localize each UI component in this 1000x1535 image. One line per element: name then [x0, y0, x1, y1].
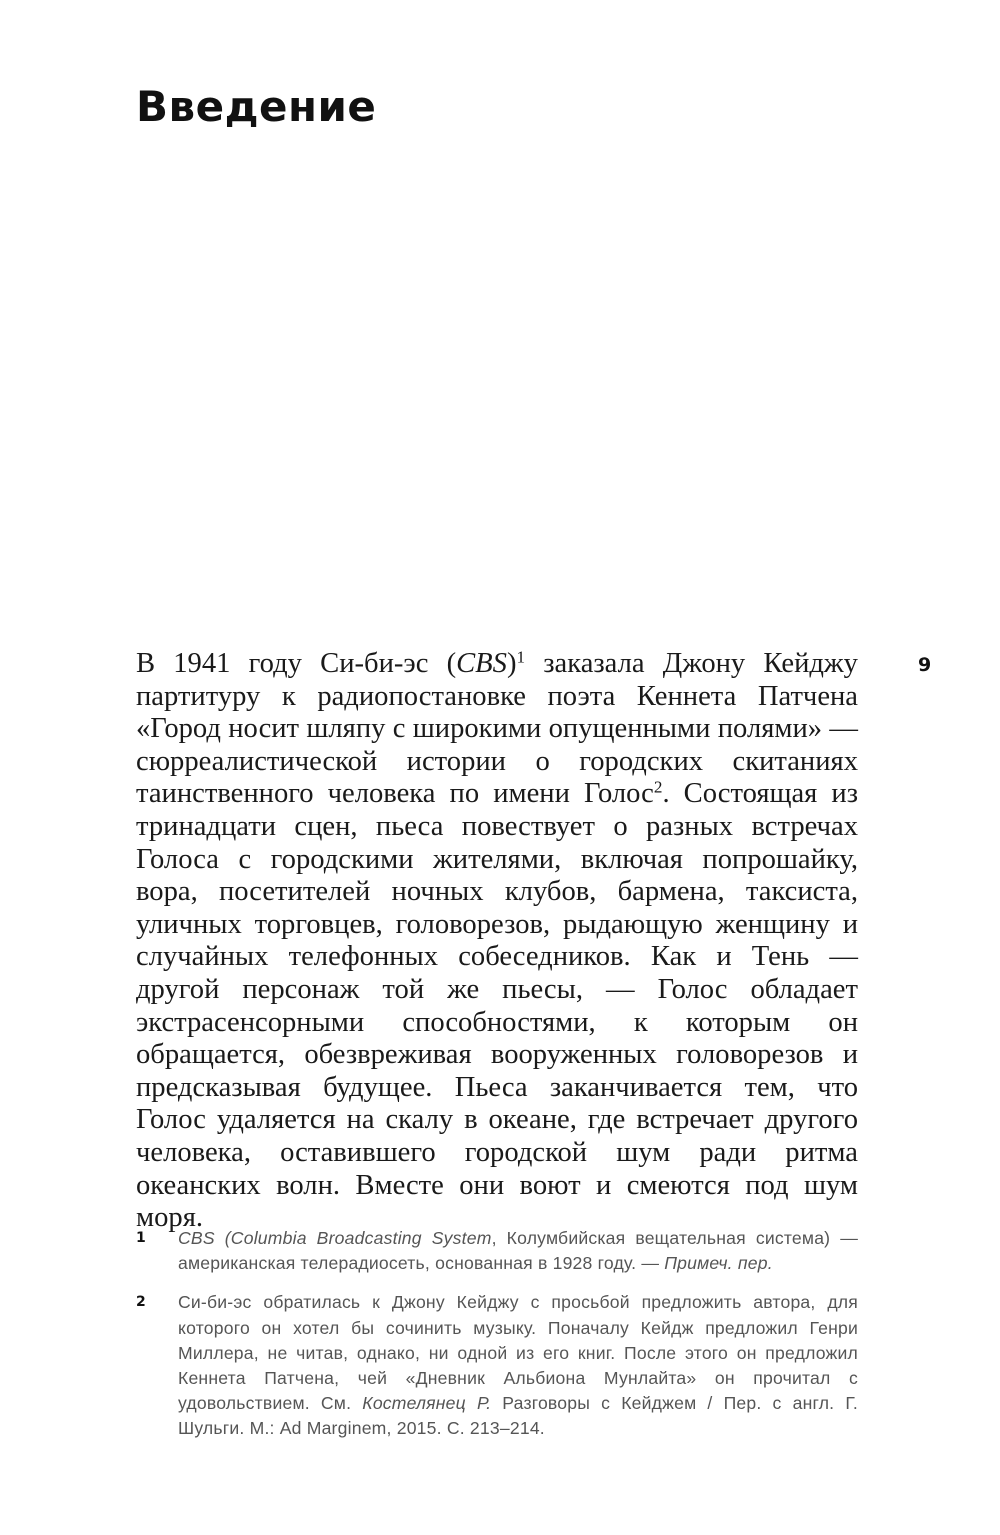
paren-close: ) [506, 648, 517, 679]
footnote-text-2 [178, 1290, 858, 1441]
footnotes [136, 1226, 858, 1456]
footnote-2-italic-b: Костелянец Р. [362, 1393, 492, 1414]
footnote-ref-1[interactable]: 1 [516, 647, 526, 667]
body-paragraph [136, 648, 858, 1235]
footnote-number-2: 2 [136, 1294, 146, 1311]
footnote-1-text-b: , Колумбийская вещательная система) — американская телерадиосеть, основанная в 1928 году. — [178, 1228, 858, 1274]
footnote-2 [136, 1290, 858, 1441]
footnote-ref-2[interactable]: 2 [653, 777, 663, 797]
footnote-text-1 [178, 1226, 858, 1276]
page-number: 9 [918, 654, 932, 676]
footnote-number-1: 1 [136, 1230, 146, 1246]
footnote-2-text-a: Си-би-эс обратилась к Джону Кейджу с просьбой предложить автора, для которого он хотел бы сочинить музыку. Поначалу Кейдж предложил Генри Миллера, не читав, однако, ни одной из его книг. После этого он предложил Кеннета Патчена, чей «Дневник Альбиона Мунлайта» он прочитал с удовольствием. См. [178, 1292, 858, 1414]
body-text-end: . Состоящая из тринадцати сцен, пьеса повествует о разных встречах Голоса с городскими жителями, включая попрошайку, вора, посетителей ночных клубов, бармена, таксиста, уличных торговцев, головорезов, рыдающую женщину и случайных телефонных собеседников. Как и Тень — другой персонаж той же пьесы, — Голос обладает экстрасенсорными способностями, к которым он обращается, обезвреживая вооруженных головорезов и предсказывая будущее. Пьеса заканчивается тем, что Голос удаляется на скалу в океане, где встречает другого человека, оставившего городской шум ради ритма океанских волн. Вместе они воют и смеются под шум моря. [136, 778, 859, 1234]
body-text-start: В 1941 году Си-би-эс ( [136, 648, 457, 679]
footnote-1-italic-c: Примеч. пер. [664, 1253, 773, 1274]
body-text-middle: заказала Джону Кейджу партитуру к радиопостановке поэта Кеннета Патчена «Город носит шляпу с широкими опущенными полями» — сюрреалистической истории о городских скитаниях таинственного человека по имени Голос [136, 648, 858, 810]
footnote-1-italic-a: CBS (Columbia Broadcasting System [178, 1228, 492, 1248]
cbs-abbreviation: CBS [456, 648, 507, 679]
footnote-2-text-c: Разговоры с Кейджем / Пер. с англ. Г. Шульги. М.: Ad Marginem, 2015. С. 213–214. [178, 1393, 858, 1439]
footnote-1 [136, 1226, 858, 1276]
chapter-title: Введение [136, 82, 377, 131]
